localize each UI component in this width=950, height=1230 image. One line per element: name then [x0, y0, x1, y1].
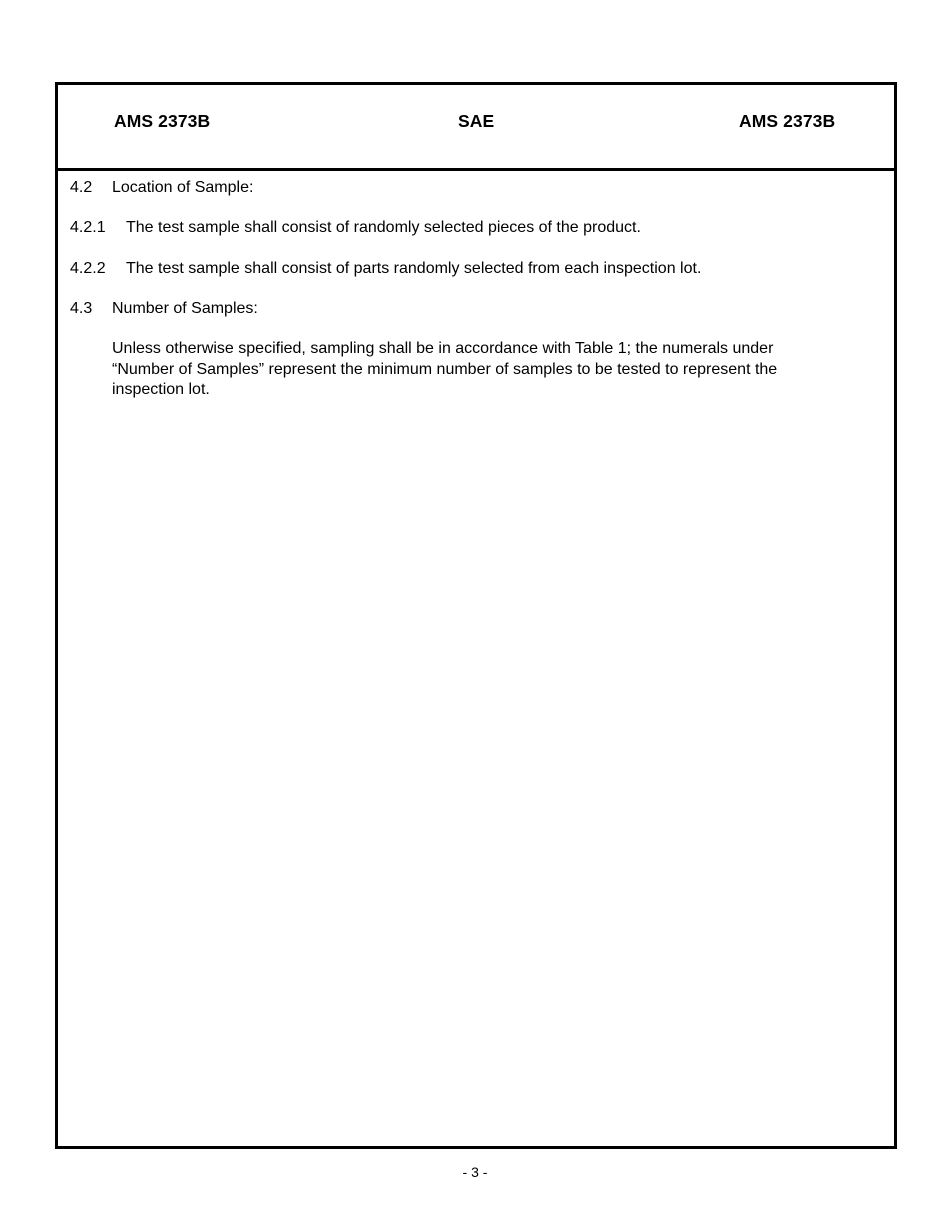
header-doc-id-right: AMS 2373B — [739, 111, 836, 131]
sampling-paragraph — [112, 339, 832, 401]
section-text: The test sample shall consist of parts randomly selected from each inspection lot. — [126, 260, 702, 277]
page-number: - 3 - — [462, 1164, 488, 1180]
section-number: 4.2.2 — [70, 260, 106, 277]
header-org: SAE — [458, 111, 495, 131]
header-band — [58, 85, 894, 171]
header-doc-id-left: AMS 2373B — [114, 111, 211, 131]
section-number: 4.2 — [70, 179, 93, 196]
paragraph-line: inspection lot. — [112, 381, 210, 398]
paragraph-line: Unless otherwise specified, sampling shall be in accordance with Table 1; the numerals under — [112, 340, 774, 357]
section-heading: Number of Samples: — [112, 300, 258, 317]
paragraph-line: “Number of Samples” represent the minimum number of samples to be tested to represent the — [112, 360, 778, 378]
section-heading: Location of Sample: — [112, 179, 254, 196]
section-text: The test sample shall consist of randomly selected pieces of the product. — [126, 219, 641, 236]
page-frame — [55, 82, 897, 1149]
section-number: 4.2.1 — [70, 219, 106, 236]
section-number: 4.3 — [70, 300, 93, 317]
